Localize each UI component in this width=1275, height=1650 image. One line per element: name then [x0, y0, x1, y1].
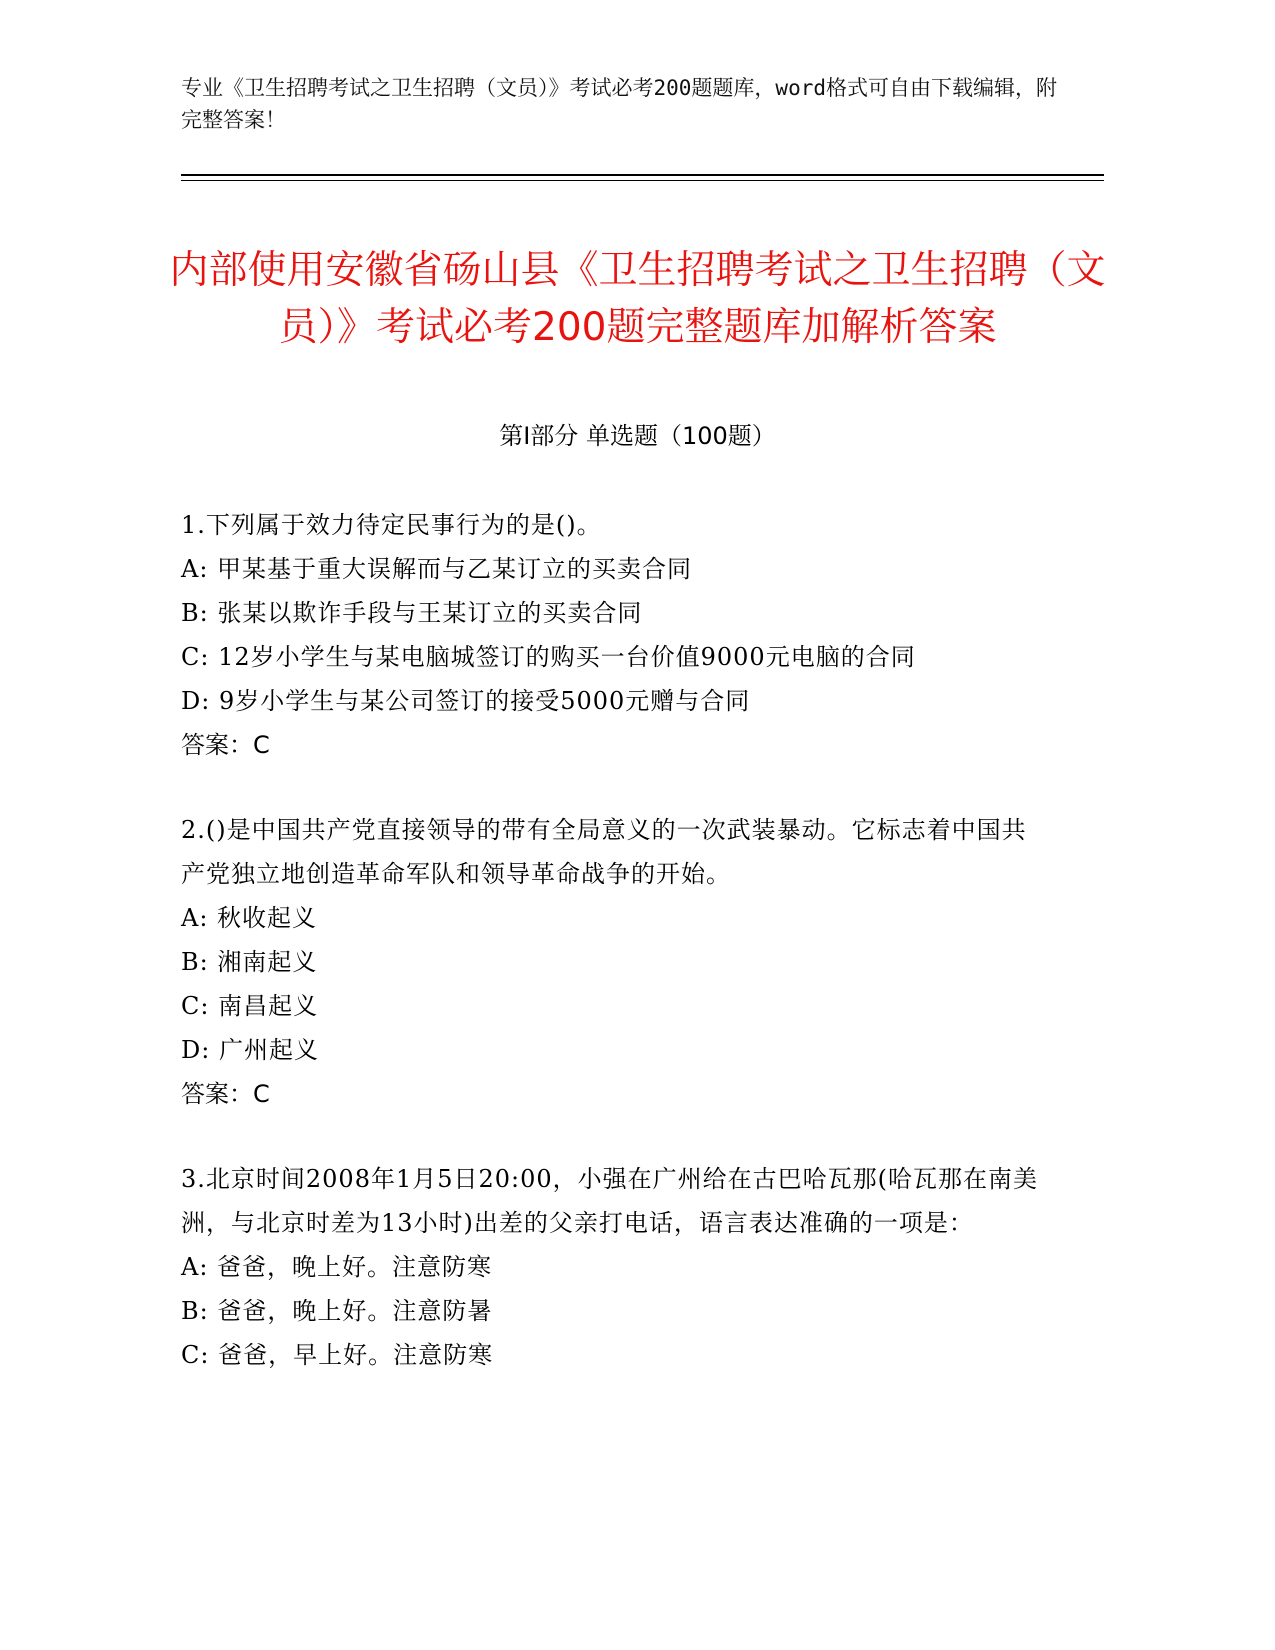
option-b: B: 张某以欺诈手段与王某订立的买卖合同 [181, 599, 643, 627]
option-d: D: 9岁小学生与某公司签订的接受5000元赠与合同 [181, 687, 751, 715]
document-title: 内部使用安徽省砀山县《卫生招聘考试之卫生招聘（文员）》考试必考200题完整题库加解析答案 [169, 248, 1106, 351]
answer: 答案：C [181, 1080, 270, 1108]
question-3 [181, 1157, 1041, 1377]
option-c: C: 12岁小学生与某电脑城签订的购买一台价值9000元电脑的合同 [181, 643, 916, 671]
question-stem: 1.下列属于效力待定民事行为的是()。 [181, 511, 602, 539]
question-stem: 3.北京时间2008年1月5日20:00，小强在广州给在古巴哈瓦那(哈瓦那在南美洲，与北京时差为13小时)出差的父亲打电话，语言表达准确的一项是： [181, 1165, 1039, 1237]
option-d: D: 广州起义 [181, 1036, 319, 1064]
section-heading: 第Ⅰ部分 单选题（100题） [499, 422, 776, 450]
answer: 答案：C [181, 731, 270, 759]
option-b: B: 爸爸，晚上好。注意防暑 [181, 1297, 493, 1325]
option-c: C: 南昌起义 [181, 992, 319, 1020]
option-a: A: 甲某基于重大误解而与乙某订立的买卖合同 [181, 555, 693, 583]
question-2 [181, 808, 1041, 1116]
header-rule-thick [181, 174, 1104, 176]
option-a: A: 秋收起义 [181, 904, 318, 932]
header-note: 专业《卫生招聘考试之卫生招聘（文员）》考试必考200题题库，word格式可自由下载编辑，附完整答案！ [181, 76, 1057, 132]
option-a: A: 爸爸，晚上好。注意防寒 [181, 1253, 493, 1281]
header-rule-thin [181, 180, 1104, 181]
option-b: B: 湘南起义 [181, 948, 318, 976]
question-stem: 2.()是中国共产党直接领导的带有全局意义的一次武装暴动。它标志着中国共产党独立地创造革命军队和领导革命战争的开始。 [181, 816, 1027, 888]
option-c: C: 爸爸，早上好。注意防寒 [181, 1341, 494, 1369]
question-1 [181, 503, 1041, 767]
